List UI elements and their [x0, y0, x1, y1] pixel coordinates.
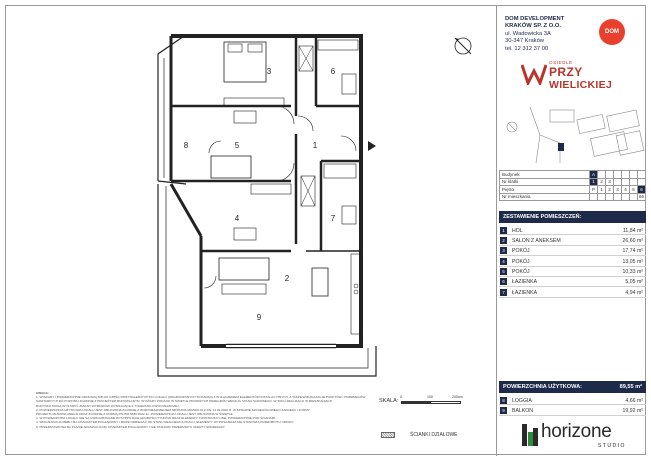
location-row-label: Piętro — [500, 186, 590, 194]
room-label-7: 7 — [330, 214, 336, 223]
scale-graphic — [401, 401, 461, 404]
room-row — [499, 267, 646, 277]
horizone-wordmark: horizone — [541, 421, 612, 442]
room-area: 4,94 m² — [625, 289, 643, 296]
location-row — [500, 186, 646, 194]
location-cell: 4 — [622, 186, 630, 194]
room-row — [499, 225, 646, 235]
room-label-5: 5 — [234, 141, 240, 150]
walls-legend-label: ŚCIANKI DZIAŁOWE — [410, 432, 458, 438]
rooms-header: ZESTAWIENIE POMIESZCZEŃ: — [499, 211, 646, 223]
walls-hatch-icon — [381, 432, 395, 438]
notes-line: 4. WIZUALIZACJA MEBLI MA CHARAKTER POGLĄDOWY I MOŻE ODBIEGAĆ OD STANU REALNEGO LOKALU. ELEMENTY WYPOSAŻENIA NIE STANOWIĄ PRZEDMIOTU UMOWY. — [36, 420, 295, 425]
company-street: ul. Wadowicka 3A — [505, 30, 551, 37]
room-name: SALON Z ANEKSEM — [512, 237, 561, 244]
room-row — [499, 256, 646, 266]
room-name: POKÓJ — [512, 248, 530, 255]
horizone-logo-icon — [522, 424, 538, 446]
location-row — [500, 171, 646, 179]
sales-sheet — [5, 5, 646, 455]
total-area-value: 89,55 m² — [619, 384, 642, 390]
scale-bar — [379, 394, 494, 418]
horizone-studio: STUDIO — [598, 443, 626, 449]
room-name: ŁAZIENKA — [512, 289, 538, 296]
room-area: 4,66 m² — [625, 397, 643, 404]
location-cell: A — [590, 171, 598, 179]
room-label-2: 2 — [284, 274, 290, 283]
room-number: 9 — [500, 407, 507, 414]
room-number: 5 — [500, 268, 507, 275]
notes-line: SANITARNYCH DO POZIOMU ZGODNIE Z PROJEKTEM BUDOWLANYM. WYMIARY PODANO W ŚWIETLE PROWIZYCH PRZEGRÓD WEDŁUG STANU SUROWEGO. W TOKU REALIZACJI W MIESZKANIACH — [36, 399, 332, 404]
horizone-logo — [522, 423, 642, 453]
room-number: 2 — [500, 237, 507, 244]
entrance-arrow — [368, 141, 376, 151]
key-plan-marker — [558, 143, 564, 151]
room-area: 17,74 m² — [622, 248, 643, 255]
room-row — [499, 405, 646, 415]
room-row — [499, 246, 646, 256]
room-label-8: 8 — [183, 141, 189, 150]
room-area: 10,33 m² — [622, 269, 643, 276]
room-number: 6 — [500, 278, 507, 285]
notes-line: 1. WYMIARY I POWIERZCHNIE ODNOSZĄ SIĘ DO CZĘŚCI PRZYNALEŻNYCH DO LOKALU (ODGRODZONYCH ŚCIANAMI) Z WYŁĄCZENIEM ELEMENTÓW INSTALACYJNYCH, A TAKŻE WIZUALIZACJE PUNKTÓW I PRZEBIEGÓW — [36, 395, 366, 400]
room-row — [499, 235, 646, 245]
scale-label: SKALA: — [379, 398, 399, 404]
location-cell: P — [590, 186, 598, 194]
estate-logo — [517, 57, 627, 97]
extras-list — [499, 395, 646, 416]
estate-logo-icon — [521, 63, 547, 85]
notes-line: 3. W POWIERZCHNI LOKALU NIE SĄ UWZGLĘDNIANE WYSTĘPUJĄCE GRUBOŚCI TYNKÓW ORAZ ELEMENTY KONSTRUKCYJNE, POWIERZCHNIE POD ŚCIANAMI. — [36, 416, 277, 421]
room-area: 11,84 m² — [622, 227, 643, 234]
walls-legend — [379, 431, 494, 441]
company-info — [505, 16, 564, 53]
room-name: POKÓJ — [512, 258, 530, 265]
room-number: 3 — [500, 247, 507, 254]
estate-logo-line1: PRZY — [549, 65, 583, 79]
room-label-3: 3 — [266, 67, 272, 76]
room-name: ŁAZIENKA — [512, 279, 538, 286]
room-row — [499, 395, 646, 405]
scale-tick-200: 200cm — [452, 395, 463, 399]
dom-logo: DOM — [599, 19, 625, 45]
company-city: 30-347 Kraków — [505, 38, 544, 45]
room-label-6: 6 — [330, 67, 336, 76]
room-area: 26,60 m² — [622, 237, 643, 244]
total-area-label: POWIERZCHNIA UŻYTKOWA: — [503, 384, 583, 390]
location-cell: 2 — [598, 178, 606, 186]
key-plan — [500, 105, 645, 165]
room-row — [499, 287, 646, 297]
estate-logo-line2: WIELICKIEJ — [549, 79, 613, 91]
location-row-label: Nr mieszkania — [500, 193, 590, 201]
room-number: 8 — [500, 397, 507, 404]
location-row-label: Nr klatki — [500, 178, 590, 186]
room-area: 5,05 m² — [625, 279, 643, 286]
company-phone: tel. 12 312 37 00 — [505, 45, 549, 52]
key-plan-drawing — [500, 105, 645, 165]
notes-line: PROJEKTU BUDOWLANEGO ORAZ ZGODNIE Z NORMĄ PN-ISO 9836:2022-11. POWIERZCHNIA LOKALU JEST OBLICZONA W ŚWIETLE — [36, 412, 233, 417]
location-table — [499, 170, 646, 201]
company-name-2: KRAKÓW SP. Z O.O. — [505, 23, 561, 30]
notes-header: UWAGA: — [36, 391, 49, 395]
location-cell: 3 — [614, 186, 622, 194]
room-area: 19,92 m² — [622, 407, 643, 414]
location-cell: 66 — [638, 194, 644, 200]
room-name: POKÓJ — [512, 269, 530, 276]
room-name: LOGGIA — [512, 397, 532, 404]
room-number: 4 — [500, 258, 507, 265]
room-label-4: 4 — [234, 214, 240, 223]
company-name: DOM DEVELOPMENT — [505, 16, 565, 22]
room-name: HOL — [512, 227, 523, 234]
location-cell: 6 — [638, 186, 646, 194]
notes-line: 2. POWIERZCHNIA UŻYTKOWA LOKALU JEST OBLICZONA ZGODNIE Z ROZPORZĄDZENIEM MINISTRA ROZWOJU Z DN. 11.09.2020 R. W SPRAWIE SZCZEGÓŁOWEGO ZAKRESU I FORMY — [36, 407, 310, 412]
compass-icon — [455, 38, 471, 54]
room-number: 1 — [500, 227, 507, 234]
info-panel — [496, 6, 647, 456]
location-cell: 1 — [598, 186, 606, 194]
floor-plan — [6, 6, 496, 386]
floor-plan-drawing — [6, 6, 496, 386]
scale-tick-100: 100 — [427, 395, 433, 399]
location-row-label: Budynek — [500, 171, 590, 179]
rooms-list — [499, 225, 646, 298]
room-name: BALKON — [512, 407, 534, 414]
room-label-9: 9 — [256, 313, 262, 322]
location-cell: 5 — [630, 186, 638, 194]
notes-line: 5. PRZEDSTAWIONA NA PLANIE ARANŻACJA MA CHARAKTER POGLĄDOWY I NIE STANOWI PRZEDMIOTU OFERTY SPRZEDAŻY. — [36, 424, 226, 429]
room-area: 13,05 m² — [622, 258, 643, 265]
estate-logo-osiedle: OSIEDLE — [549, 60, 573, 65]
location-cell: 3 — [606, 178, 614, 186]
notes-line: BUDYNKU MOGĄ WYSTĄPIĆ ZMIANY WYMIARÓW WYNIKAJĄCE Z TOLERANCJI WYKONAWCZEJ. — [36, 403, 180, 408]
location-row — [500, 193, 646, 201]
total-area — [499, 381, 646, 393]
legal-notes — [36, 391, 366, 451]
room-row — [499, 277, 646, 287]
location-cell: 1 — [590, 178, 598, 186]
room-number: 7 — [500, 289, 507, 296]
scale-tick-0: 0 — [400, 395, 402, 399]
location-row — [500, 178, 646, 186]
room-label-1: 1 — [312, 141, 318, 150]
location-cell: 2 — [606, 186, 614, 194]
